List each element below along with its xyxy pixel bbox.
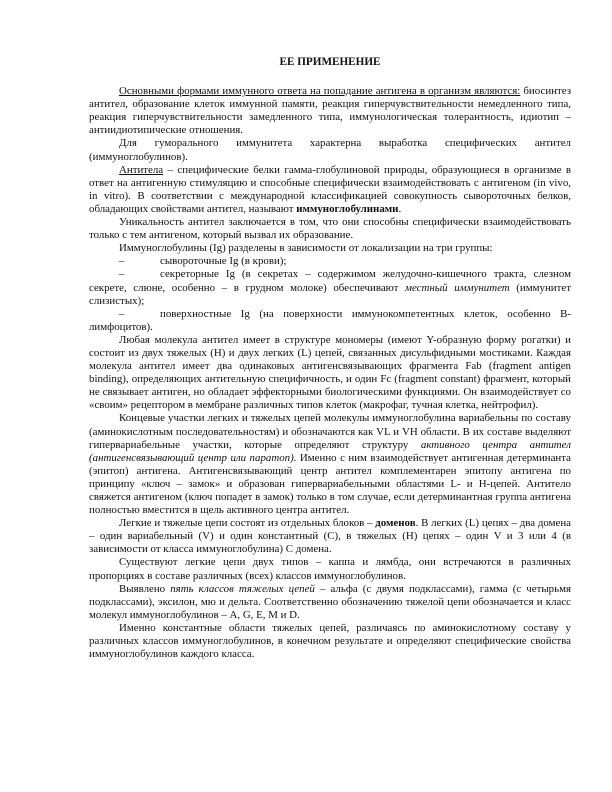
- list-item: [89, 308, 571, 334]
- paragraph-variable-regions: [89, 412, 571, 517]
- paragraph-molecule-structure: Любая молекула антител имеет в структуре мономеры (имеют Y-образную форму рогатки) и состоит из двух тяжелых (H) и двух легких (L) цепей, связанных дисульфидными мостиками. Каждая молекула антител имеет два одинаковых антигенсвязывающих фрагмента Fab (fragment antigen binding), определяющих антительную специфичность, и один Fc (fragment constant) фрагмент, который не связывает антиген, но обладает эффекторными биологическими функциями. Он взаимодействует со «своим» рецептором в мембране различных типов клеток (макрофаг, тучная клетка, нейтрофил).: [89, 333, 571, 412]
- paragraph-text: .: [398, 202, 402, 215]
- page-title: ЕЕ ПРИМЕНЕНИЕ: [279, 56, 381, 68]
- italic-active-center: активного центра антител (антигенсвязывающий центр или паратоп).: [89, 438, 571, 464]
- list-item-text: поверхностные Ig (на поверхности иммунокомпетентных клеток, особенно B-лимфоцитов).: [89, 307, 571, 333]
- paragraph-text: – специфические белки гамма-глобулиновой природы, образующиеся в организме в ответ на антигенную стимуляцию и способные специфически взаимодействовать с антигеном (in vivo, in vitro). В соответствии с международной классификацией совокупность сывороточных белков, обладающих свойствами антител, называют: [89, 163, 571, 215]
- list-item: [89, 255, 571, 268]
- bold-term-immunoglobulins: иммуноглобулинами: [296, 202, 399, 215]
- paragraph-immune-response-forms: [89, 85, 571, 137]
- list-item-text: (иммунитет слизистых);: [89, 281, 571, 307]
- paragraph-text: биосинтез антител, образование клеток иммунной памяти, реакция гиперчувствительности немедленного типа, реакция гиперчувствительности замедленного типа, иммунологическая толерантность, идиотип – антиидиотипические отношения.: [89, 85, 572, 137]
- paragraph-constant-regions: Именно константные области тяжелых цепей, различаясь по аминокислотному составу у различных классов иммуноглобулинов, в конечном результате и определяют специфические свойства иммуноглобулинов каждого класса.: [89, 621, 571, 661]
- italic-local-immunity: местный иммунитет: [405, 281, 510, 294]
- term-antibodies: Антитела: [119, 163, 164, 176]
- bold-term-domains: доменов: [375, 517, 416, 530]
- paragraph-text: . В легких (L) цепях – два домена – один вариабельный (V) и один константный (C), в тяжелых (H) цепях – один V и 3 или 4 (в зависимости от класса иммуноглобулина) C домена.: [89, 517, 572, 556]
- underlined-lead: Основными формами иммунного ответа на попадание антигена в организм являются:: [119, 85, 521, 98]
- list-dash: –: [119, 268, 125, 281]
- paragraph-antibodies-definition: [89, 164, 571, 216]
- paragraph-ig-groups: Иммуноглобулины (Ig) разделены в зависимости от локализации на три группы:: [119, 242, 493, 255]
- paragraph-heavy-chain-classes: [89, 583, 571, 622]
- list-item-text: сывороточные Ig (в крови);: [160, 255, 287, 268]
- paragraph-uniqueness: Уникальность антител заключается в том, что они способны специфически взаимодействовать только с тем антигеном, который вызвал их образование.: [89, 216, 571, 242]
- list-dash: –: [119, 255, 125, 268]
- list-dash: –: [119, 307, 125, 320]
- paragraph-humoral-immunity: Для гуморального иммунитета характерна выработка специфических антител (иммуноглобулинов).: [89, 137, 571, 163]
- paragraph-text: Выявлено: [119, 582, 171, 595]
- document-page: [89, 56, 571, 661]
- paragraph-domains: [89, 517, 571, 556]
- italic-five-classes: пять классов тяжелых цепей: [170, 582, 315, 595]
- paragraph-light-chains: Существуют легкие цепи двух типов – каппа и лямбда, они встречаются в различных пропорциях в составе различных (всех) классов иммуноглобулинов.: [89, 556, 571, 582]
- paragraph-text: Именно с ним взаимодействует антигенная детерминанта (эпитоп) антигена. Антигенсвязывающий центр антител комплементарен эпитопу антигена по принципу «ключ – замок» и образован гипервариабельными областями L- и H-цепей. Антитело свяжется антигеном (ключ попадет в замок) только в том случае, если детерминантная группа антигена полностью вместится в щель активного центра антител.: [89, 451, 571, 517]
- list-item: [89, 268, 571, 307]
- paragraph-text: Концевые участки легких и тяжелых цепей молекулы иммуноглобулина вариабельны по составу (аминокислотным последовательностям) и обозначаются как VL и VH области. В их составе выделяют гипервариабельные участки, которые определяют структуру: [89, 412, 571, 451]
- paragraph-text: – альфа (с двумя подклассами), гамма (с четырьмя подклассами), эксилон, мю и дельта. Соответственно обозначению тяжелой цепи обозначается и класс молекул иммуноглобулинов – A, G, E, M и D.: [89, 582, 571, 621]
- list-item-text: секреторные Ig (в секретах – содержимом желудочно-кишечного тракта, слезном секрете, слюне, особенно – в грудном молоке) обеспечивают: [89, 268, 571, 294]
- paragraph-text: Легкие и тяжелые цепи состоят из отдельных блоков –: [119, 517, 376, 530]
